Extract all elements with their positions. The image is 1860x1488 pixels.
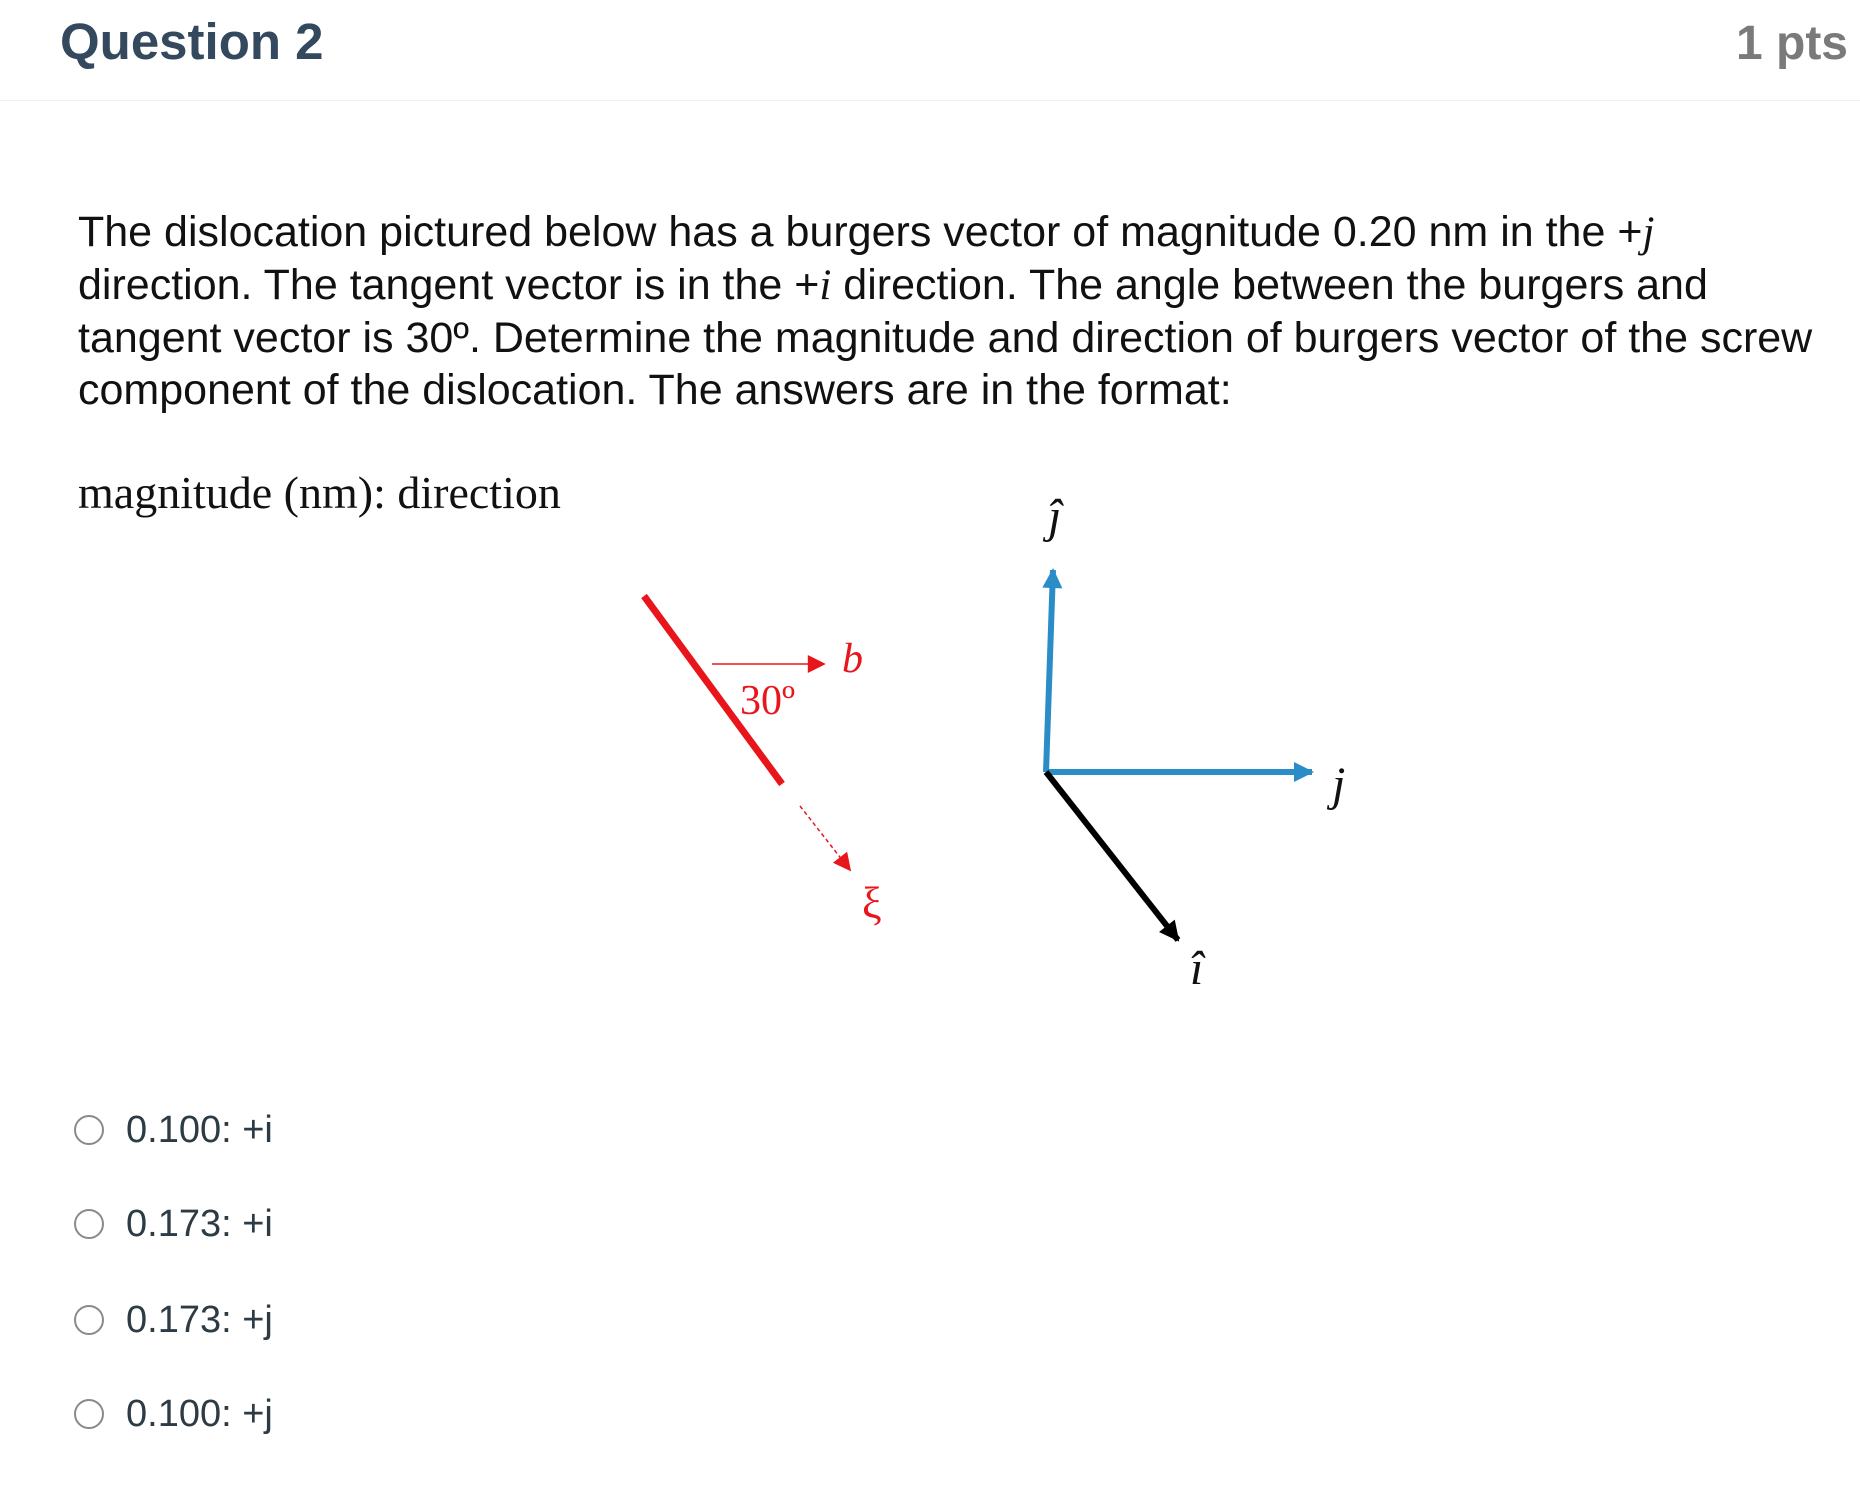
question-text-part2: direction. The tangent vector is in the + bbox=[78, 261, 820, 309]
answer-label: 0.100: +i bbox=[126, 1108, 273, 1151]
j-axis-label: j bbox=[1332, 758, 1346, 811]
j-hat-axis-label: ĵ bbox=[1048, 490, 1062, 543]
tangent-vector-arrow bbox=[800, 806, 850, 870]
question-text-part1: The dislocation pictured below has a burgers vector of magnitude 0.20 nm in the + bbox=[78, 208, 1643, 256]
var-j: j bbox=[1642, 209, 1655, 256]
j-hat-axis-arrow bbox=[1046, 570, 1053, 772]
var-i: i bbox=[819, 262, 832, 309]
answer-option-3[interactable] bbox=[70, 1290, 273, 1350]
radio-button[interactable] bbox=[74, 1115, 104, 1145]
answer-label: 0.100: +j bbox=[126, 1392, 273, 1435]
radio-button[interactable] bbox=[74, 1399, 104, 1429]
i-hat-axis-arrow bbox=[1046, 772, 1178, 940]
answer-format-line: magnitude (nm): direction bbox=[78, 467, 561, 518]
answer-label: 0.173: +i bbox=[126, 1202, 273, 1245]
radio-button[interactable] bbox=[74, 1209, 104, 1239]
answer-label: 0.173: +j bbox=[126, 1298, 273, 1341]
i-hat-axis-label: î bbox=[1190, 942, 1204, 995]
question-title: Question 2 bbox=[60, 13, 324, 70]
answer-option-1[interactable] bbox=[70, 1100, 273, 1160]
answer-option-2[interactable] bbox=[70, 1194, 273, 1254]
question-points: 1 pts bbox=[1735, 17, 1848, 70]
burgers-vector-label: b bbox=[842, 636, 863, 682]
radio-button[interactable] bbox=[74, 1305, 104, 1335]
angle-label: 30º bbox=[740, 678, 796, 724]
tangent-vector-label: ξ bbox=[862, 879, 882, 928]
question-text-part3: direction. The angle between the burgers and tangent vector is 30º. Determine the magnitude and direction of burgers vector of the screw component of the dislocation. The answers are in the format: bbox=[78, 261, 1813, 414]
answer-option-4[interactable] bbox=[70, 1384, 273, 1444]
